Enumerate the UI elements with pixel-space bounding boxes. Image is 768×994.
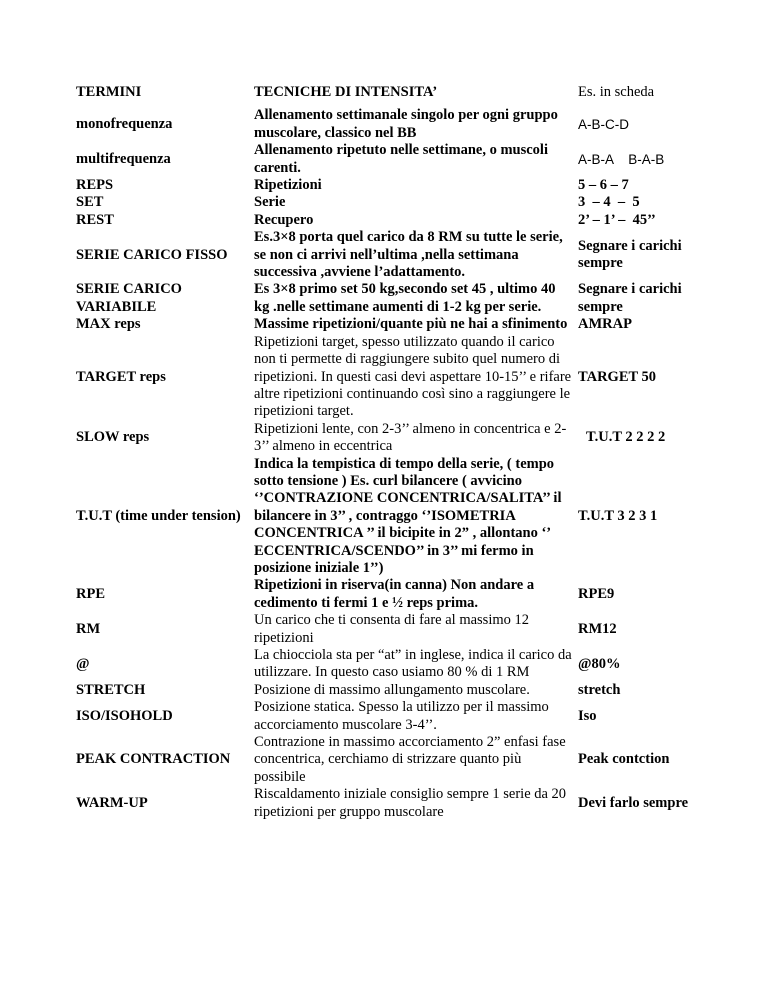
description-cell: Allenamento settimanale singolo per ogni gruppo muscolare, classico nel BB: [254, 107, 558, 141]
example-cell: Peak contction: [578, 751, 670, 768]
term-cell: SET: [76, 194, 104, 211]
header-es-scheda: Es. in scheda: [578, 84, 655, 100]
description-cell: La chiocciola sta per “at” in inglese, indica il carico da utilizzare. In questo caso usiamo 80 % di 1 RM: [254, 647, 572, 681]
term-cell: SERIE CARICO VARIABILE: [76, 281, 182, 315]
table-row: [76, 682, 696, 699]
description-cell: Allenamento ripetuto nelle settimane, o muscoli carenti.: [254, 142, 548, 176]
header-termini: TERMINI: [76, 84, 142, 100]
term-cell: STRETCH: [76, 681, 146, 698]
table-row: [76, 647, 696, 682]
table-row: [76, 699, 696, 734]
description-cell: Contrazione in massimo accorciamento 2” enfasi fase concentrica, cerchiamo di strizzare quanto più possibile: [254, 734, 566, 785]
term-cell: MAX reps: [76, 316, 141, 333]
example-cell: RPE9: [578, 586, 615, 603]
example-cell: Devi farlo sempre: [578, 794, 689, 811]
term-cell: SERIE CARICO FISSO: [76, 246, 228, 263]
table-row: [76, 612, 696, 647]
table-row: [76, 734, 696, 786]
term-cell: REST: [76, 211, 114, 228]
description-cell: Posizione statica. Spesso la utilizzo per il massimo accorciamento muscolare 3-4’’.: [254, 699, 549, 733]
example-cell: 5 – 6 – 7: [578, 177, 629, 194]
description-cell: Es 3×8 primo set 50 kg,secondo set 45 , ultimo 40 kg .nelle settimane aumenti di 1-2 kg per serie.: [254, 281, 556, 315]
table-row: [76, 786, 696, 821]
table-row: [76, 142, 696, 177]
description-cell: Massime ripetizioni/quante più ne hai a sfinimento: [254, 316, 568, 333]
term-cell: monofrequenza: [76, 116, 173, 133]
example-cell: stretch: [578, 681, 621, 698]
term-cell: TARGET reps: [76, 368, 166, 385]
description-cell: Ripetizioni target, spesso utilizzato quando il carico non ti permette di raggiungere subito quel numero di ripetizioni. In questi casi devi aspettare 10-15’’ e rifare altre ripetizioni continuando così sino a raggiungere le ripetizioni target.: [254, 333, 572, 420]
term-cell: T.U.T (time under tension): [76, 507, 241, 524]
example-cell: A-B-A B-A-B: [578, 151, 665, 167]
table-row: [76, 316, 696, 333]
example-cell: 2’ – 1’ – 45’’: [578, 211, 656, 228]
description-cell: Posizione di massimo allungamento muscolare.: [254, 681, 530, 698]
example-cell: A-B-C-D: [578, 117, 629, 133]
table-row: [76, 334, 696, 421]
example-cell: T.U.T 3 2 3 1: [578, 507, 658, 524]
term-cell: ISO/ISOHOLD: [76, 707, 173, 724]
description-cell: Recupero: [254, 211, 314, 228]
term-cell: SLOW reps: [76, 429, 150, 446]
table-row: [76, 456, 696, 578]
table-row: [76, 107, 696, 142]
table-row: [76, 177, 696, 194]
table-row: [76, 281, 696, 316]
description-cell: Es.3×8 porta quel carico da 8 RM su tutte le serie, se non ci arrivi nell’ultima ,nella settimana successiva ,avviene l’adattamento.: [254, 229, 563, 281]
description-cell: Ripetizioni in riserva(in canna) Non andare a cedimento ti fermi 1 e ½ reps prima.: [254, 577, 535, 611]
description-cell: Serie: [254, 194, 286, 211]
example-cell: @80%: [578, 655, 621, 672]
table-row: [76, 421, 696, 456]
term-cell: @: [76, 655, 90, 672]
term-cell: WARM-UP: [76, 794, 148, 811]
description-cell: Ripetizioni lente, con 2-3’’ almeno in concentrica e 2-3’’ almeno in eccentrica: [254, 420, 567, 455]
table-header-row: [76, 84, 696, 107]
description-cell: Ripetizioni: [254, 177, 322, 194]
example-cell: 3 – 4 – 5: [578, 194, 640, 211]
example-cell: Segnare i carichi sempre: [578, 237, 682, 272]
example-cell: RM12: [578, 620, 617, 637]
document-page: [76, 84, 696, 821]
term-cell: RM: [76, 620, 101, 637]
term-cell: RPE: [76, 586, 105, 603]
term-cell: multifrequenza: [76, 150, 171, 167]
table-row: [76, 229, 696, 281]
table-row: [76, 212, 696, 229]
example-cell: Segnare i carichi sempre: [578, 281, 682, 315]
terms-table: [76, 84, 696, 821]
description-cell: Indica la tempistica di tempo della serie, ( tempo sotto tensione ) Es. curl bilancere ( avvicino ‘’CONTRAZIONE CONCENTRICA/SALITA’’ il bilancere in 3’’ , contraggo ‘’ISOMETRIA CONCENTRICA ’’ il bicipite in 2” , allontano ‘’ ECCENTRICA/SCENDO’’ in 3’’ mi fermo in posizione iniziale 1’’): [254, 455, 562, 576]
term-cell: REPS: [76, 177, 114, 194]
description-cell: Riscaldamento iniziale consiglio sempre 1 serie da 20 ripetizioni per gruppo muscolare: [254, 786, 567, 820]
description-cell: Un carico che ti consenta di fare al massimo 12 ripetizioni: [254, 612, 529, 646]
example-cell: Iso: [578, 707, 597, 724]
example-cell: T.U.T 2 2 2 2: [586, 429, 666, 446]
example-cell: AMRAP: [578, 316, 632, 333]
header-tecniche: TECNICHE DI INTENSITA’: [254, 84, 438, 100]
table-row: [76, 577, 696, 612]
term-cell: PEAK CONTRACTION: [76, 751, 231, 768]
table-row: [76, 194, 696, 211]
example-cell: TARGET 50: [578, 368, 657, 385]
